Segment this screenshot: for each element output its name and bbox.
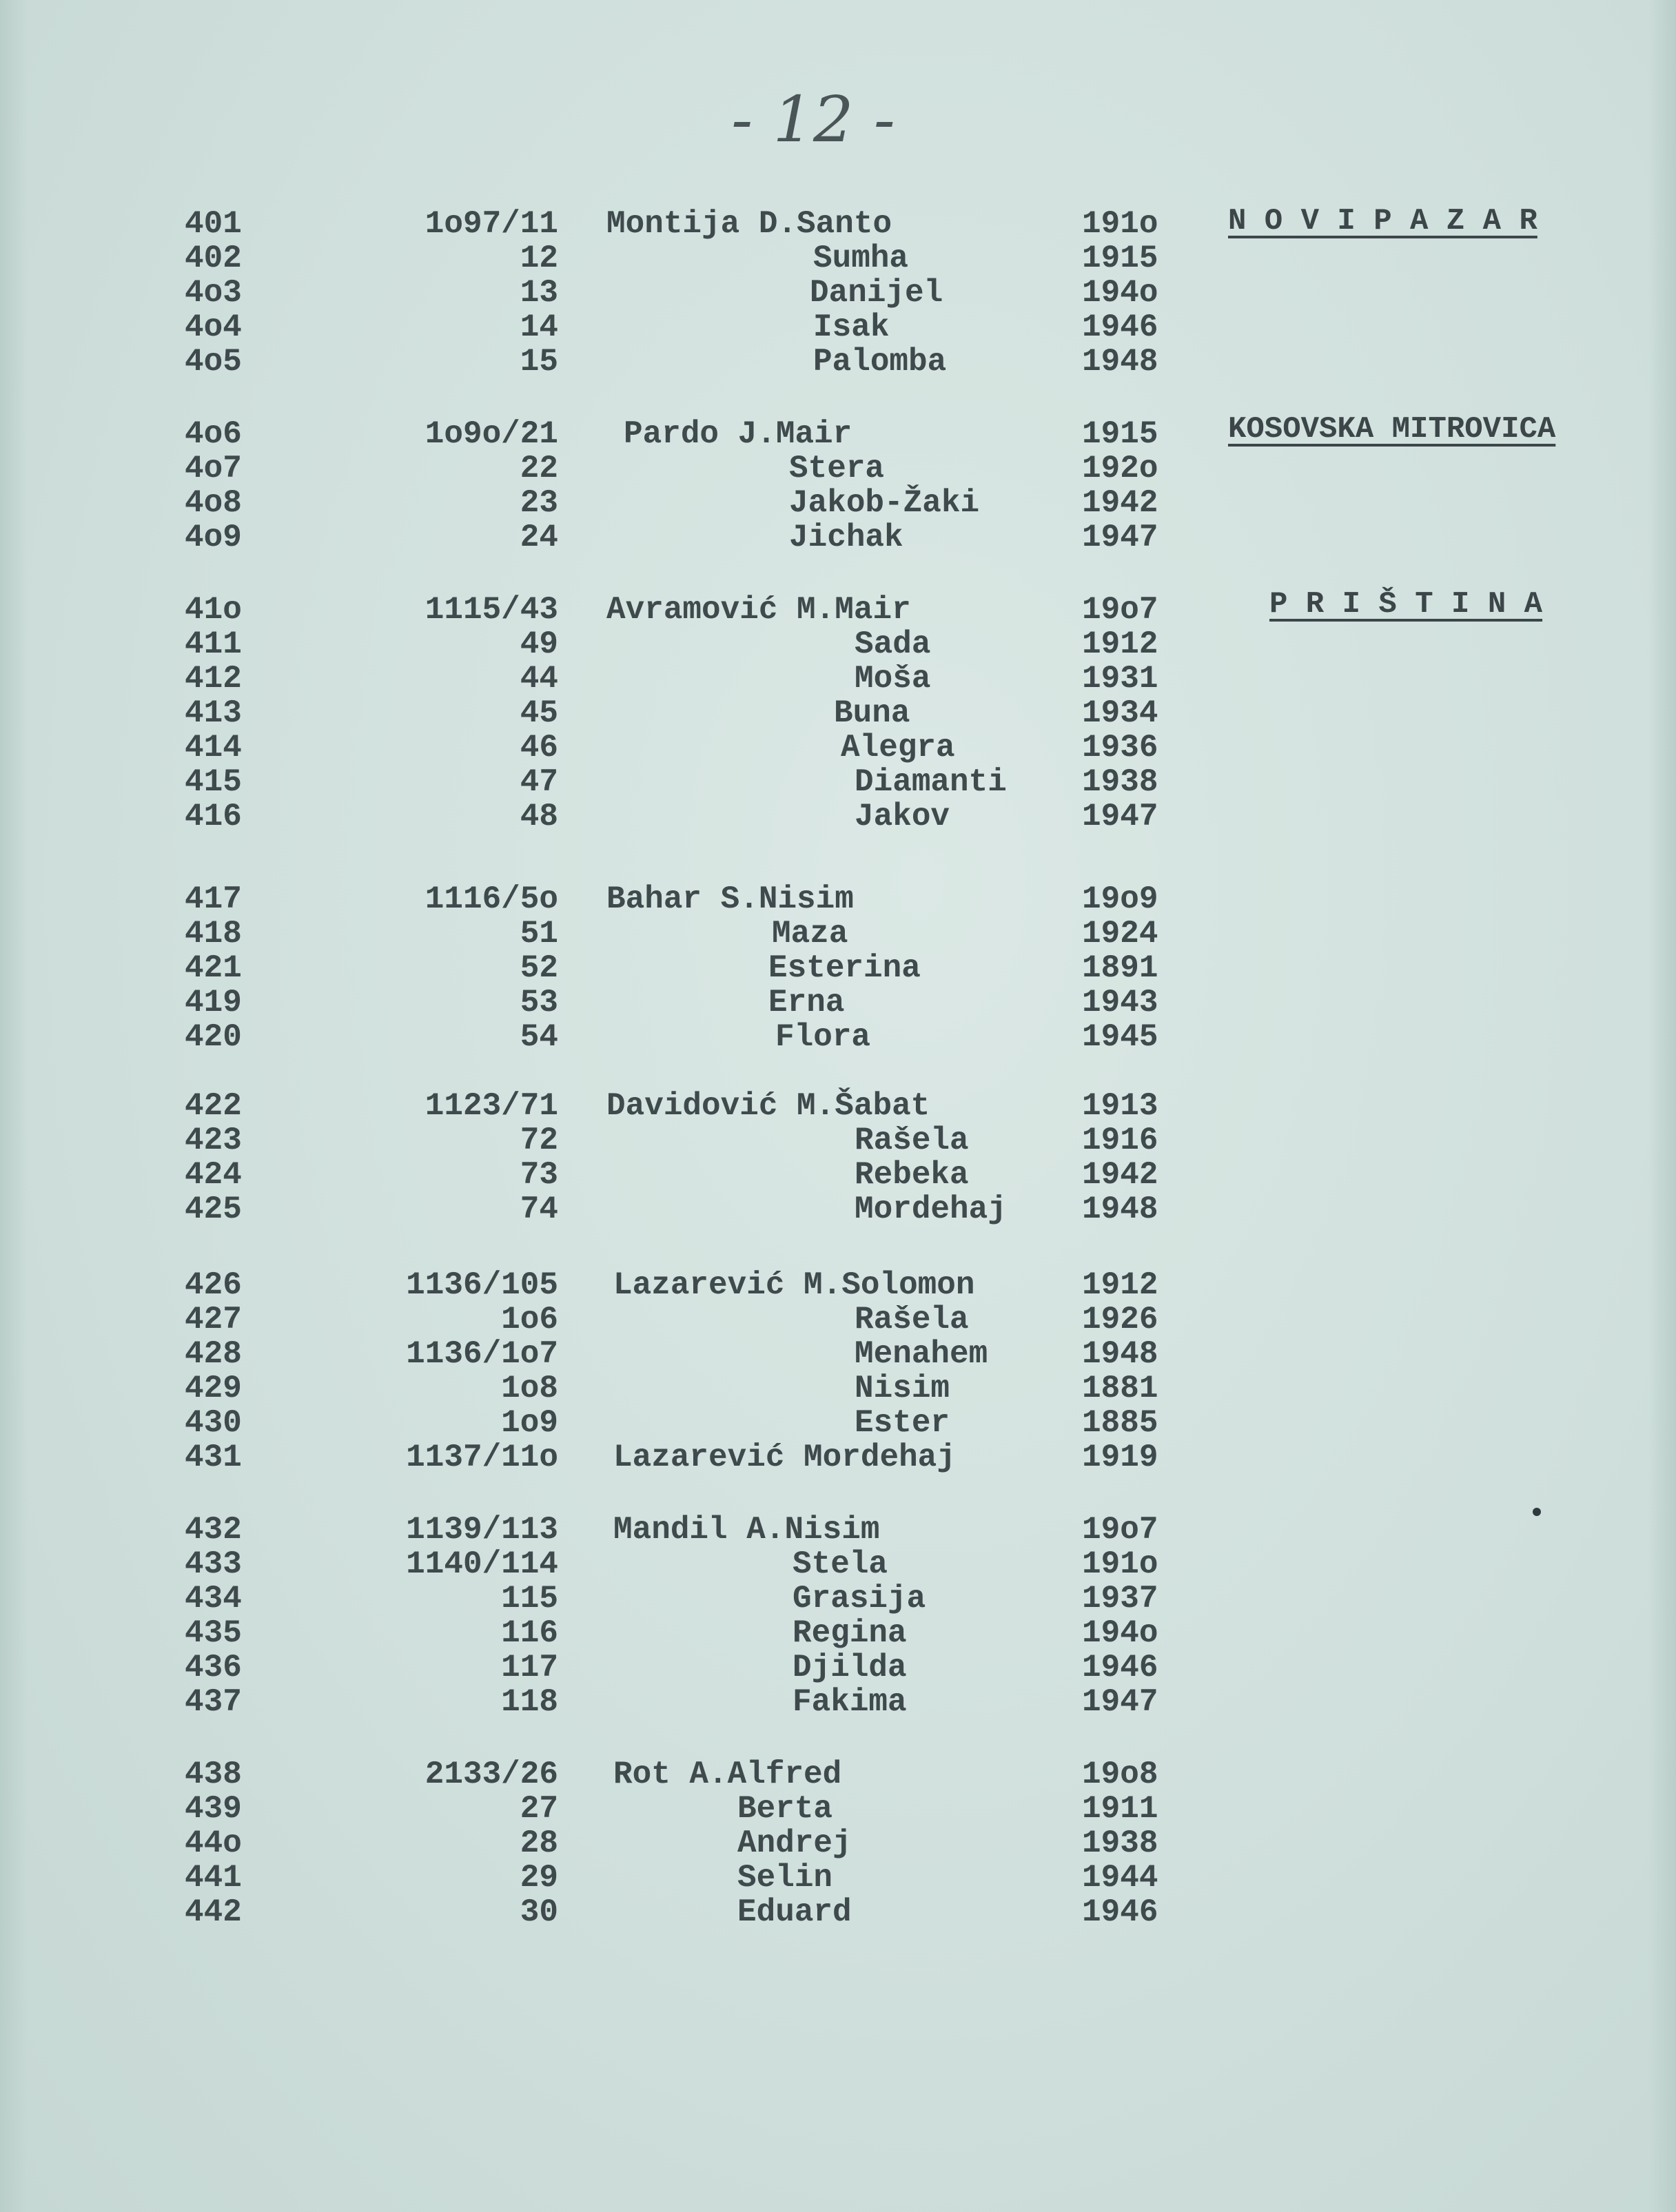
birth-year: 194o: [1082, 1615, 1158, 1651]
birth-year: 1924: [1082, 916, 1158, 952]
reference-number: 28: [520, 1825, 558, 1861]
person-name: Esterina: [768, 950, 921, 986]
person-name: Palomba: [813, 344, 947, 380]
row-number: 422: [185, 1088, 242, 1124]
table-row: [0, 1650, 1676, 1685]
table-row: [0, 486, 1676, 520]
birth-year: 1938: [1082, 764, 1158, 800]
person-name: Grasija: [793, 1581, 926, 1617]
reference-number: 44: [520, 661, 558, 697]
table-row: [0, 417, 1676, 451]
table-row: [0, 985, 1676, 1020]
table-row: [0, 951, 1676, 985]
person-name: Erna: [768, 985, 845, 1021]
person-name: Buna: [834, 695, 910, 731]
row-number: 415: [185, 764, 242, 800]
birth-year: 1946: [1082, 309, 1158, 345]
table-row: [0, 1757, 1676, 1792]
person-name: Berta: [737, 1791, 833, 1827]
row-number: 4o6: [185, 416, 242, 452]
birth-year: 1937: [1082, 1581, 1158, 1617]
reference-number: 1o6: [501, 1302, 558, 1338]
reference-number: 30: [520, 1894, 558, 1930]
table-row: [0, 1192, 1676, 1227]
reference-number: 48: [520, 799, 558, 834]
reference-number: 53: [520, 985, 558, 1021]
row-number: 416: [185, 799, 242, 834]
row-number: 421: [185, 950, 242, 986]
row-number: 412: [185, 661, 242, 697]
birth-year: 1913: [1082, 1088, 1158, 1124]
table-row: [0, 1089, 1676, 1123]
person-name: Lazarević M.Solomon: [613, 1267, 975, 1303]
person-name: Nisim: [855, 1371, 950, 1406]
table-row: [0, 1861, 1676, 1895]
person-name: Ester: [855, 1405, 950, 1441]
reference-number: 1123/71: [425, 1088, 558, 1124]
birth-year: 1891: [1082, 950, 1158, 986]
reference-number: 1139/113: [406, 1512, 558, 1548]
birth-year: 1911: [1082, 1791, 1158, 1827]
table-row: [0, 1020, 1676, 1054]
reference-number: 73: [520, 1157, 558, 1193]
reference-number: 51: [520, 916, 558, 952]
table-row: [0, 1440, 1676, 1475]
row-number: 41o: [185, 592, 242, 628]
person-name: Pardo J.Mair: [624, 416, 852, 452]
birth-year: 1915: [1082, 416, 1158, 452]
reference-number: 29: [520, 1860, 558, 1896]
row-number: 419: [185, 985, 242, 1021]
row-number: 438: [185, 1757, 242, 1792]
birth-year: 191o: [1082, 206, 1158, 242]
birth-year: 1948: [1082, 1336, 1158, 1372]
reference-number: 12: [520, 240, 558, 276]
table-row: [0, 1792, 1676, 1826]
person-name: Mandil A.Nisim: [613, 1512, 880, 1548]
reference-number: 47: [520, 764, 558, 800]
person-name: Sada: [855, 626, 931, 662]
birth-year: 1942: [1082, 1157, 1158, 1193]
table-row: [0, 345, 1676, 379]
reference-number: 1116/5o: [425, 881, 558, 917]
birth-year: 1931: [1082, 661, 1158, 697]
person-name: Menahem: [855, 1336, 988, 1372]
person-name: Mordehaj: [855, 1191, 1007, 1227]
table-row: [0, 916, 1676, 951]
row-number: 4o4: [185, 309, 242, 345]
table-row: [0, 451, 1676, 486]
reference-number: 2133/26: [425, 1757, 558, 1792]
table-row: [0, 1371, 1676, 1406]
row-number: 401: [185, 206, 242, 242]
row-number: 432: [185, 1512, 242, 1548]
birth-year: 1934: [1082, 695, 1158, 731]
person-name: Fakima: [793, 1684, 907, 1720]
reference-number: 27: [520, 1791, 558, 1827]
birth-year: 19o8: [1082, 1757, 1158, 1792]
birth-year: 1912: [1082, 1267, 1158, 1303]
person-name: Jichak: [789, 520, 903, 555]
reference-number: 116: [501, 1615, 558, 1651]
row-number: 417: [185, 881, 242, 917]
birth-year: 1936: [1082, 730, 1158, 766]
reference-number: 54: [520, 1019, 558, 1055]
reference-number: 24: [520, 520, 558, 555]
person-name: Selin: [737, 1860, 833, 1896]
birth-year: 1942: [1082, 485, 1158, 521]
table-row: [0, 1826, 1676, 1861]
person-name: Stela: [793, 1546, 888, 1582]
reference-number: 22: [520, 451, 558, 487]
row-number: 434: [185, 1581, 242, 1617]
reference-number: 13: [520, 275, 558, 311]
reference-number: 115: [501, 1581, 558, 1617]
page-number: - 12 -: [731, 83, 895, 156]
row-number: 436: [185, 1650, 242, 1686]
row-number: 420: [185, 1019, 242, 1055]
reference-number: 1140/114: [406, 1546, 558, 1582]
row-number: 431: [185, 1440, 242, 1475]
person-name: Jakov: [855, 799, 950, 834]
person-name: Davidović M.Šabat: [606, 1088, 930, 1124]
row-number: 441: [185, 1860, 242, 1896]
birth-year: 1946: [1082, 1650, 1158, 1686]
birth-year: 1919: [1082, 1440, 1158, 1475]
person-name: Diamanti: [855, 764, 1007, 800]
birth-year: 1915: [1082, 240, 1158, 276]
birth-year: 1943: [1082, 985, 1158, 1021]
person-name: Moša: [855, 661, 931, 697]
reference-number: 1136/105: [406, 1267, 558, 1303]
row-number: 429: [185, 1371, 242, 1406]
reference-number: 74: [520, 1191, 558, 1227]
reference-number: 1136/1o7: [406, 1336, 558, 1372]
table-row: [0, 1158, 1676, 1192]
person-name: Danijel: [810, 275, 943, 311]
table-row: [0, 1513, 1676, 1547]
table-row: [0, 799, 1676, 834]
person-name: Rašela: [855, 1123, 969, 1158]
table-row: [0, 882, 1676, 916]
row-number: 437: [185, 1684, 242, 1720]
table-row: [0, 1302, 1676, 1337]
table-row: [0, 310, 1676, 345]
person-name: Eduard: [737, 1894, 852, 1930]
person-name: Rašela: [855, 1302, 969, 1338]
reference-number: 1137/11o: [406, 1440, 558, 1475]
table-row: [0, 765, 1676, 799]
table-row: [0, 1123, 1676, 1158]
table-row: [0, 662, 1676, 696]
table-row: [0, 1616, 1676, 1650]
place-pristina: P R I Š T I N A: [1269, 587, 1543, 622]
table-row: [0, 1685, 1676, 1719]
place-kosovska-mitrovica: KOSOVSKA MITROVICA: [1228, 412, 1556, 447]
table-row: [0, 520, 1676, 555]
person-name: Bahar S.Nisim: [606, 881, 854, 917]
reference-number: 1o8: [501, 1371, 558, 1406]
table-row: [0, 1581, 1676, 1616]
birth-year: 19o9: [1082, 881, 1158, 917]
row-number: 411: [185, 626, 242, 662]
birth-year: 1885: [1082, 1405, 1158, 1441]
row-number: 442: [185, 1894, 242, 1930]
row-number: 44o: [185, 1825, 242, 1861]
reference-number: 1o9: [501, 1405, 558, 1441]
row-number: 439: [185, 1791, 242, 1827]
row-number: 414: [185, 730, 242, 766]
reference-number: 1o97/11: [425, 206, 558, 242]
reference-number: 46: [520, 730, 558, 766]
birth-year: 1881: [1082, 1371, 1158, 1406]
row-number: 427: [185, 1302, 242, 1338]
table-row: [0, 276, 1676, 310]
row-number: 424: [185, 1157, 242, 1193]
person-name: Regina: [793, 1615, 907, 1651]
person-name: Montija D.Santo: [606, 206, 892, 242]
birth-year: 1948: [1082, 1191, 1158, 1227]
reference-number: 14: [520, 309, 558, 345]
person-name: Jakob-Žaki: [789, 485, 980, 521]
reference-number: 52: [520, 950, 558, 986]
reference-number: 49: [520, 626, 558, 662]
person-name: Sumha: [813, 240, 909, 276]
row-number: 426: [185, 1267, 242, 1303]
table-row: [0, 207, 1676, 241]
birth-year: 19o7: [1082, 592, 1158, 628]
table-row: [0, 1268, 1676, 1302]
person-name: Avramović M.Mair: [606, 592, 911, 628]
birth-year: 1945: [1082, 1019, 1158, 1055]
birth-year: 194o: [1082, 275, 1158, 311]
birth-year: 1948: [1082, 344, 1158, 380]
row-number: 4o5: [185, 344, 242, 380]
person-name: Rot A.Alfred: [613, 1757, 842, 1792]
person-name: Stera: [789, 451, 885, 487]
row-number: 4o9: [185, 520, 242, 555]
row-number: 430: [185, 1405, 242, 1441]
table-row: [0, 696, 1676, 730]
row-number: 428: [185, 1336, 242, 1372]
reference-number: 23: [520, 485, 558, 521]
place-novi-pazar: N O V I P A Z A R: [1228, 204, 1537, 238]
table-row: [0, 593, 1676, 627]
reference-number: 45: [520, 695, 558, 731]
birth-year: 1938: [1082, 1825, 1158, 1861]
reference-number: 72: [520, 1123, 558, 1158]
table-row: [0, 241, 1676, 276]
birth-year: 1947: [1082, 799, 1158, 834]
table-row: [0, 1406, 1676, 1440]
row-number: 4o8: [185, 485, 242, 521]
table-row: [0, 627, 1676, 662]
person-name: Alegra: [841, 730, 955, 766]
birth-year: 1926: [1082, 1302, 1158, 1338]
birth-year: 1947: [1082, 1684, 1158, 1720]
row-number: 4o3: [185, 275, 242, 311]
row-number: 433: [185, 1546, 242, 1582]
row-number: 425: [185, 1191, 242, 1227]
row-number: 418: [185, 916, 242, 952]
person-name: Rebeka: [855, 1157, 969, 1193]
person-name: Maza: [772, 916, 848, 952]
person-name: Flora: [775, 1019, 871, 1055]
birth-year: 1947: [1082, 520, 1158, 555]
table-row: [0, 730, 1676, 765]
birth-year: 1946: [1082, 1894, 1158, 1930]
reference-number: 117: [501, 1650, 558, 1686]
birth-year: 19o7: [1082, 1512, 1158, 1548]
row-number: 435: [185, 1615, 242, 1651]
row-number: 423: [185, 1123, 242, 1158]
person-name: Andrej: [737, 1825, 852, 1861]
table-row: [0, 1337, 1676, 1371]
table-row: [0, 1547, 1676, 1581]
birth-year: 191o: [1082, 1546, 1158, 1582]
person-name: Djilda: [793, 1650, 907, 1686]
row-number: 402: [185, 240, 242, 276]
reference-number: 15: [520, 344, 558, 380]
birth-year: 1912: [1082, 626, 1158, 662]
birth-year: 192o: [1082, 451, 1158, 487]
reference-number: 118: [501, 1684, 558, 1720]
reference-number: 1o9o/21: [425, 416, 558, 452]
person-name: Lazarević Mordehaj: [613, 1440, 956, 1475]
row-number: 4o7: [185, 451, 242, 487]
reference-number: 1115/43: [425, 592, 558, 628]
birth-year: 1916: [1082, 1123, 1158, 1158]
ink-dot: [1533, 1508, 1541, 1516]
row-number: 413: [185, 695, 242, 731]
table-row: [0, 1895, 1676, 1929]
birth-year: 1944: [1082, 1860, 1158, 1896]
person-name: Isak: [813, 309, 890, 345]
